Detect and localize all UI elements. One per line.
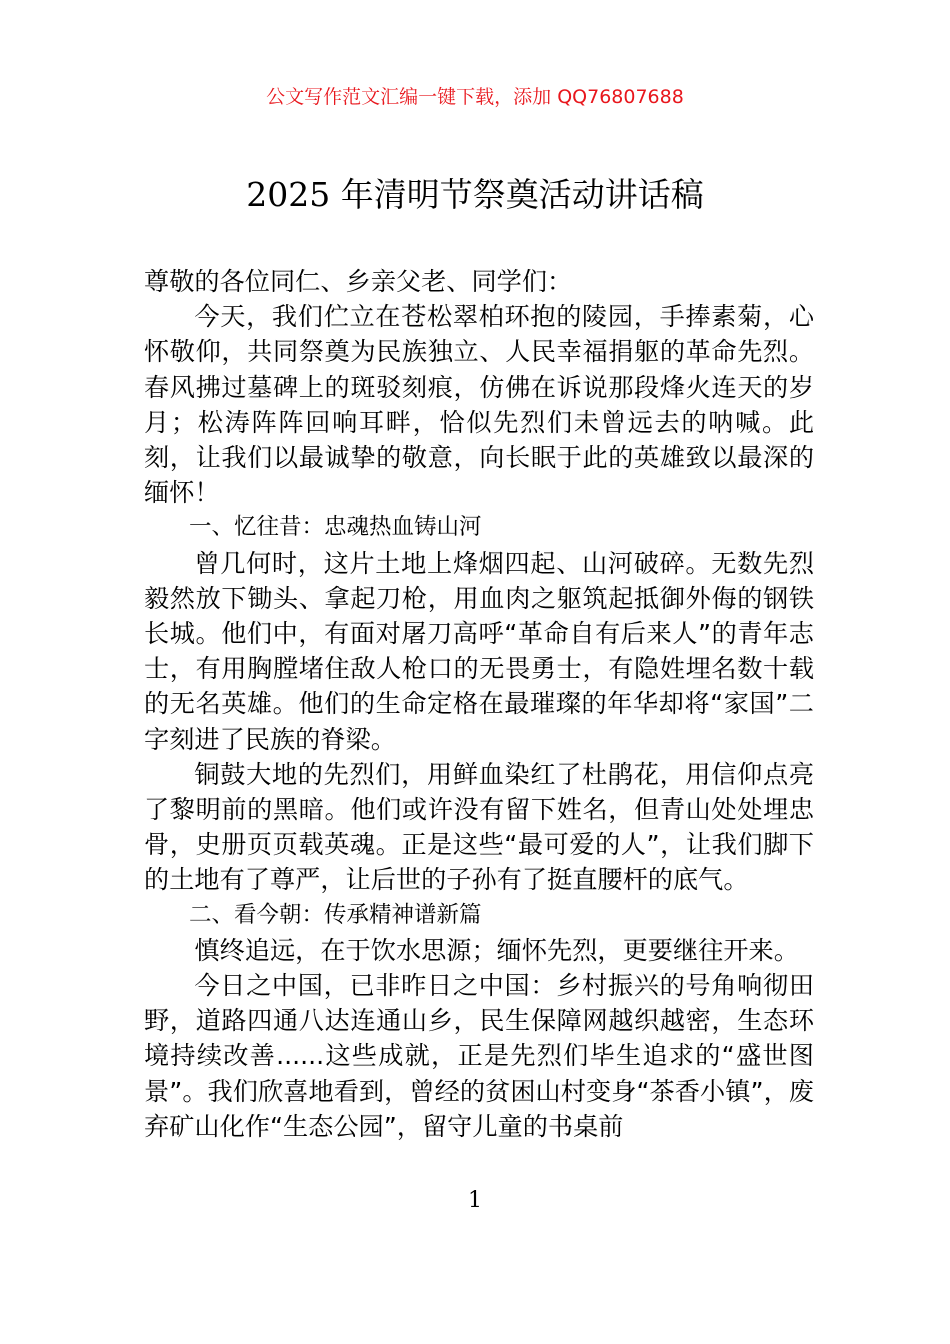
header-download-note: 公文写作范文汇编一键下载，添加 QQ76807688 — [266, 86, 684, 108]
paragraph-opening: 今天，我们伫立在苍松翠柏环抱的陵园，手捧素菊，心怀敬仰，共同祭奠为民族独立、人民幸福捐躯的革命先烈。春风拂过墓碑上的斑驳刻痕，仿佛在诉说那段烽火连天的岁月；松涛阵阵回响耳畔，恰似先烈们未曾远去的呐喊。此刻，让我们以最诚挚的敬意，向长眠于此的英雄致以最深的缅怀！ — [144, 302, 814, 508]
paragraph-today: 今日之中国，已非昨日之中国：乡村振兴的号角响彻田野，道路四通八达连通山乡，民生保障网越织越密，生态环境持续改善......这些成就，正是先烈们毕生追求的“盛世图景”。我们欣喜地看到，曾经的贫困山村变身“茶香小镇”，废弃矿山化作“生态公园”，留守儿童的书桌前 — [144, 971, 814, 1141]
section-heading-1: 一、忆往昔：忠魂热血铸山河 — [189, 514, 482, 541]
page-number: 1 — [468, 1188, 482, 1213]
paragraph-martyrs: 铜鼓大地的先烈们，用鲜血染红了杜鹃花，用信仰点亮了黎明前的黑暗。他们或许没有留下姓名，但青山处处埋忠骨，史册页页载英魂。正是这些“最可爱的人”，让我们脚下的土地有了尊严，让后世的子孙有了挺直腰杆的底气。 — [144, 759, 814, 895]
paragraph-history: 曾几何时，这片土地上烽烟四起、山河破碎。无数先烈毅然放下锄头、拿起刀枪，用血肉之躯筑起抵御外侮的钢铁长城。他们中，有面对屠刀高呼“革命自有后来人”的青年志士，有用胸膛堵住敌人枪口的无畏勇士，有隐姓埋名数十载的无名英雄。他们的生命定格在最璀璨的年华却将“家国”二字刻进了民族的脊梁。 — [144, 548, 814, 754]
document-body — [144, 264, 814, 1144]
section-heading-2: 二、看今朝：传承精神谱新篇 — [189, 901, 482, 928]
document-title: 2025 年清明节祭奠活动讲话稿 — [246, 175, 704, 214]
paragraph-remembrance: 慎终追远，在于饮水思源；缅怀先烈，更要继往开来。 — [194, 935, 799, 965]
salutation: 尊敬的各位同仁、乡亲父老、同学们： — [144, 267, 573, 296]
